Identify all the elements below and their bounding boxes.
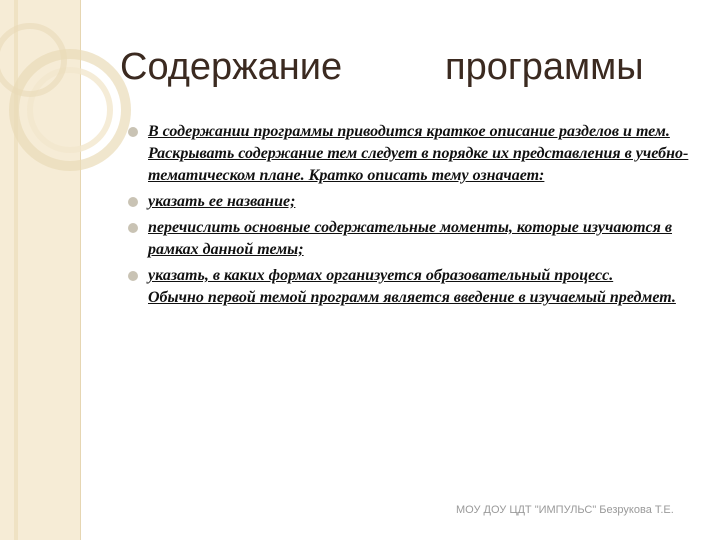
footer-author: МОУ ДОУ ЦДТ "ИМПУЛЬС" Безрукова Т.Е. [456, 504, 674, 516]
list-item [128, 121, 698, 187]
slide-title [120, 46, 680, 98]
title-word-1: Содержание [120, 46, 343, 88]
bullet-list [128, 121, 698, 313]
list-item [128, 265, 698, 309]
bullet-text: указать ее название; [148, 193, 296, 210]
bullet-text: указать, в каких формах организуется образовательный процесс. Обычно первой темой программ является введение в изучаемый предмет. [148, 267, 676, 306]
bullet-text: перечислить основные содержательные моменты, которые изучаются в рамках данной темы; [148, 219, 673, 258]
title-word-2: программы [445, 46, 644, 88]
list-item [128, 217, 698, 261]
bullet-dot-icon [128, 127, 138, 137]
bullet-dot-icon [128, 271, 138, 281]
bullet-dot-icon [128, 197, 138, 207]
list-item [128, 191, 698, 213]
bullet-text: В содержании программы приводится краткое описание разделов и тем. Раскрывать содержание тем следует в порядке их представления в учебно-тематическом плане. Кратко описать тему означает: [148, 123, 689, 184]
bullet-dot-icon [128, 223, 138, 233]
